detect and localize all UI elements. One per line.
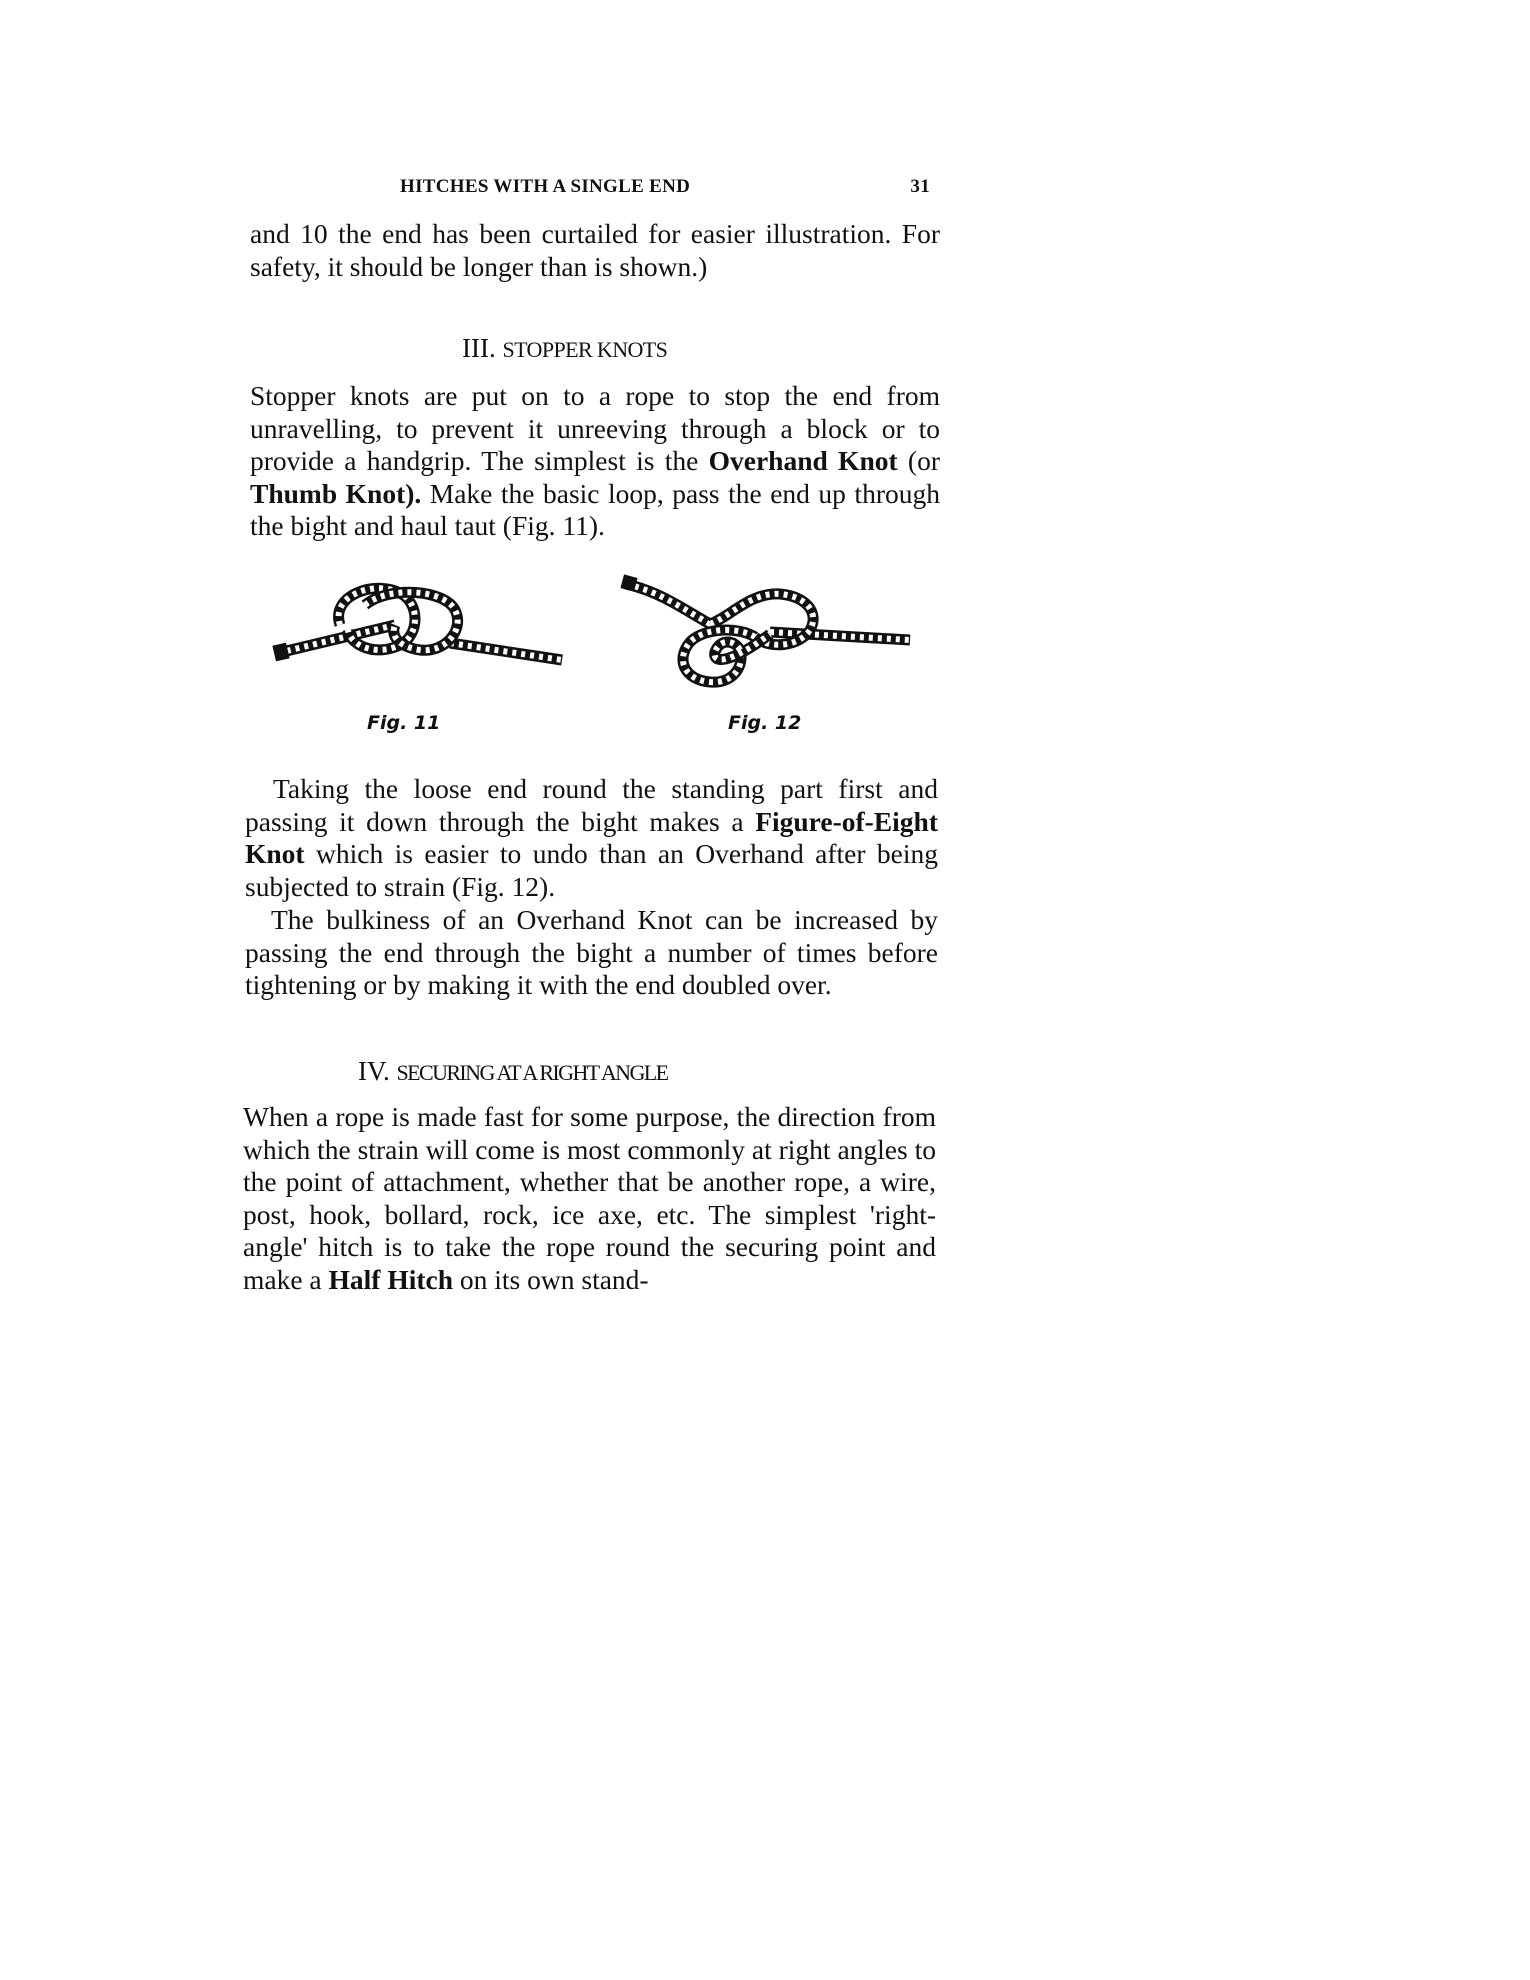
figure-11-caption: Fig. 11 [367,712,441,734]
running-head [400,176,930,206]
section-heading-stopper-knots [462,332,667,366]
section-title: SECURING AT A RIGHT ANGLE [396,1060,668,1085]
page-number: 31 [910,176,930,197]
figure-12-caption: Fig. 12 [728,712,802,734]
figure-of-eight-knot-icon [620,572,920,692]
running-title: HITCHES WITH A SINGLE END [400,176,691,197]
paragraph-bulkiness [245,904,938,1002]
paragraph-figure-of-eight [245,773,938,903]
paragraph-continuation [250,218,940,283]
figure-11 [270,575,570,675]
paragraph-text: and 10 the end has been curtailed for easier illustration. For safety, it should be longer than is shown.) [250,218,940,282]
overhand-knot-icon [270,575,570,675]
term-thumb-knot: Thumb Knot). [250,477,422,509]
section-heading-securing-right-angle [358,1055,667,1089]
section-numeral: IV. [358,1056,390,1086]
paragraph-text: (or [897,445,940,477]
paragraph-text: Taking the loose end round the standing part first and passing it down through the bight makes a [245,773,938,837]
term-figure-of-eight-knot: Figure-of-Eight Knot [245,805,938,870]
paragraph-text: which is easier to undo than an Overhand after being subjected to strain (Fig. 12). [245,838,938,902]
paragraph-text: on its own stand- [453,1263,649,1295]
figure-12 [620,572,920,692]
term-half-hitch: Half Hitch [328,1263,454,1295]
term-overhand-knot: Overhand Knot [708,445,898,477]
paragraph-text: The bulkiness of an Overhand Knot can be increased by passing the end through the bight a number of times before tightening or by making it with the end doubled over. [245,904,938,1001]
paragraph-stopper-knots [250,380,940,543]
paragraph-text: Make the basic loop, pass the end up through the bight and haul taut (Fig. 11). [250,477,940,542]
section-numeral: III. [462,333,496,363]
paragraph-text: Stopper knots are put on to a rope to stop the end from unravelling, to prevent it unreeving through a block or to provide a handgrip. The simplest is the [250,380,940,477]
paragraph-right-angle [243,1101,936,1297]
paragraph-text: When a rope is made fast for some purpose, the direction from which the strain will come is most commonly at right angles to the point of attachment, whether that be another rope, a wire, post, hook, bollard, rock, ice axe, etc. The simplest 'right-angle' hitch is to take the rope round the securing point and make a [243,1101,936,1295]
section-title: STOPPER KNOTS [502,337,668,362]
